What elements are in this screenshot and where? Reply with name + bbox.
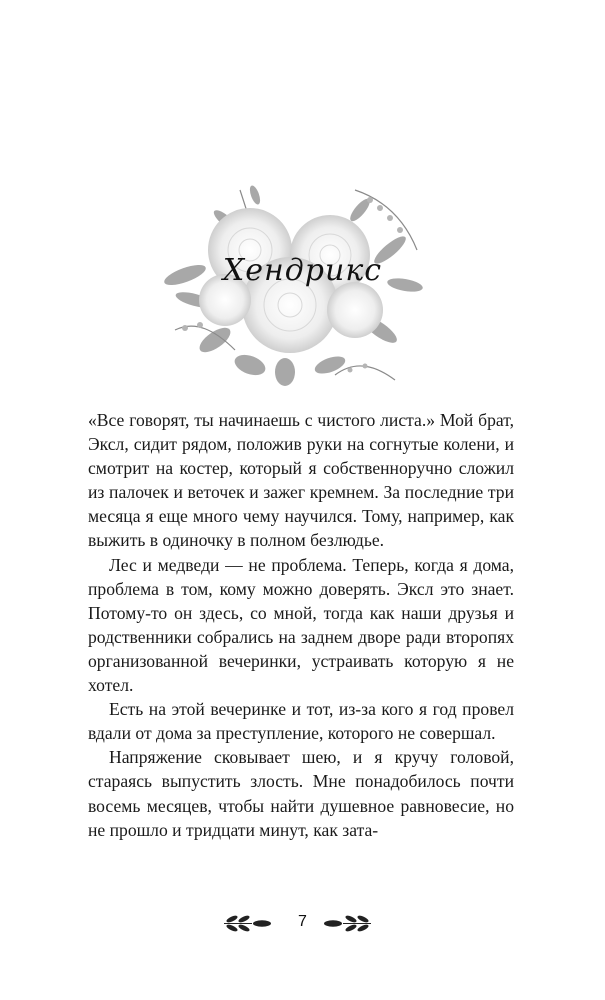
chapter-body [88, 408, 514, 842]
paragraph: «Все говорят, ты начинаешь с чистого листа.» Мой брат, Эксл, сидит рядом, положив руки на согнутые колени, и смотрит на костер, который я собственноручно сложил из палочек и веточек и зажег кремнем. За последние три месяца я еще много чему научился. Тому, например, как выжить в одиночку в полном безлюдье. [88, 410, 514, 551]
paragraph: Лес и медведи — не проблема. Теперь, когда я дома, проблема в том, кому можно доверять. Эксл это знает. Потому-то он здесь, со мной, тогда как наши друзья и родственники собрались на заднем дворе ради второпях организованной вечеринки, устраивать которую я не хотел. [88, 554, 514, 696]
chapter-title: Хендрикс [222, 253, 383, 288]
leaf-ornament-right-icon [321, 913, 373, 933]
paragraph: Есть на этой вечеринке и тот, из-за кого я год провел вдали от дома за преступление, которого не совершал. [88, 699, 514, 744]
page-number: 7 [298, 913, 307, 930]
page-footer [0, 913, 605, 937]
paragraph: Напряжение сковывает шею, и я кручу головой, стараясь выпустить злость. Мне понадобилось почти восемь месяцев, чтобы найти душевное равновесие, но не прошло и тридцати минут, как зата- [88, 747, 514, 840]
